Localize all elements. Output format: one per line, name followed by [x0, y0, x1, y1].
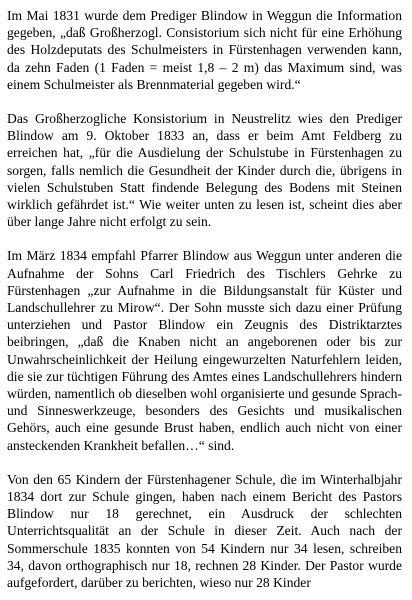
document-page	[7, 7, 402, 591]
paragraph-bildungsanstalt-1834: Im März 1834 empfahl Pfarrer Blindow aus Weggun unter anderen die Aufnahme der Sohns Carl Friedrich des Tischlers Gehrke zu Fürstenhagen „zur Aufnahme in die Bildungsanstalt für Küster und Landschullehrer zu Mirow“. Der Sohn musste sich dazu einer Prüfung unterziehen und Pastor Blindow ein Zeugnis des Distriktarztes beibringen, „daß die Knaben nicht an angeborenen oder bis zur Unwahrscheinlichkeit der Heilung eingewurzelten Naturfehlern leiden, die sie zur tüchtigen Führung des Amtes eines Landschullehrers hindern würden, namentlich ob dieselben wohl organisierte und gesunde Sprach- und Sinneswerkzeuge, besonders des Gesichts und musikalischen Gehörs, auch eine gesunde Brust haben, endlich auch nicht von einer ansteckenden Krankheit befallen…“ sind.	[7, 248, 402, 453]
paragraph-holzdeputat-1831: Im Mai 1831 wurde dem Prediger Blindow in Weggun die Information gegeben, „daß Großherzogl. Consistorium sich nicht für eine Erhöhung des Holzdeputats des Schulmeisters in Fürstenhagen verwenden kann, da zehn Faden (1 Faden = meist 1,8 – 2 m) das Maximum sind, was einem Schulmeister als Brennmaterial gegeben wird.“	[7, 8, 402, 92]
paragraph-schulstube-1833: Das Großherzogliche Konsistorium in Neustrelitz wies den Prediger Blindow am 9. Oktober 1833 an, dass er beim Amt Feldberg zu erreichen hat, „für die Ausdielung der Schulstube in Fürstenhagen zu sorgen, falls nemlich die Gesundheit der Kinder durch die, übrigens in vielen Schulstuben Statt findende Belegung des Bodens mit Steinen wirklich gefährdet ist.“ Wie weiter unten zu lesen ist, scheint dies aber über lange Jahre nicht erfolgt zu sein.	[7, 111, 402, 230]
paragraph-schulbericht-1834: Von den 65 Kindern der Fürstenhagener Schule, die im Winterhalbjahr 1834 dort zur Schule gingen, haben nach einem Bericht des Pastors Blindow nur 18 gerechnet, ein Ausdruck der schlechten Unterrichtsqualität an der Schule in dieser Zeit. Auch nach der Sommerschule 1835 konnten von 54 Kindern nur 34 lesen, schreiben 34, davon orthographisch nur 18, rechnen 28 Kinder. Der Pastor wurde aufgefordert, darüber zu berichten, wieso nur 28 Kinder	[7, 471, 402, 591]
